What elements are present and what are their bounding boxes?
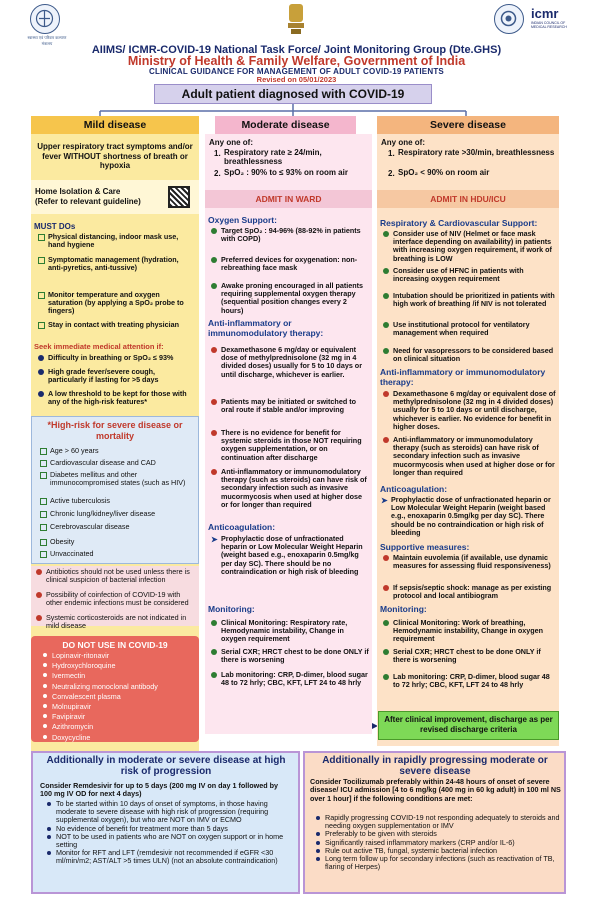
bullet-icon [43, 735, 47, 739]
moderate-criterion-2: 2. SpO₂ : 90% to ≤ 93% on room air [214, 168, 348, 178]
mild-header: Mild disease [31, 116, 199, 134]
main-title: Adult patient diagnosed with COVID-19 [154, 84, 432, 104]
list-item: Lopinavir-ritonavir [52, 651, 197, 661]
icmr-logo-subtext: INDIAN COUNCIL OF MEDICAL RESEARCH [531, 21, 567, 29]
tocilizumab-list [325, 814, 561, 871]
bullet-icon [211, 620, 217, 626]
icmr-logo-text: icmr [531, 6, 559, 21]
bullet-icon [43, 684, 47, 688]
arrow-icon: ➤ [211, 535, 218, 544]
note-item: Possibility of coinfection of COVID-19 with other endemic infections must be considered [46, 591, 196, 607]
list-item: Convalescent plasma [52, 692, 197, 702]
checkbox-icon [40, 498, 47, 505]
bullet-icon [383, 620, 389, 626]
tocilizumab-title: Additionally in rapidly progressing moderate or severe disease [322, 755, 548, 777]
bullet-icon [383, 293, 389, 299]
bullet-icon [211, 347, 217, 353]
high-risk-title: *High-risk for severe disease or mortality [47, 420, 183, 441]
bullet-icon [383, 231, 389, 237]
severe-mon-item: Clinical Monitoring: Work of breathing, Hemodynamic instability, Change in oxygen requirement [393, 619, 556, 644]
checkbox-icon [38, 234, 45, 241]
bullet-icon [211, 469, 217, 475]
admit-in-ward: ADMIT IN WARD [205, 190, 372, 208]
severe-criterion-2: 2. SpO₂ < 90% on room air [388, 168, 490, 178]
risk-item: Obesity [50, 538, 195, 546]
seek-item-2: High grade fever/severe cough, particularly if lasting for >5 days [48, 368, 194, 384]
moderate-anti-item: Patients may be initiated or switched to oral route if stable and/or improving [221, 398, 369, 414]
severe-monitoring-title: Monitoring: [380, 604, 427, 614]
moderate-anti-item: Dexamethasone 6 mg/day or equivalent dose of methylprednisolone (32 mg in 4 divided doses) usually for 5 to 10 days or until discharge, whichever is earlier. [221, 346, 369, 379]
header-revised-date: Revised on 05/01/2023 [256, 75, 337, 84]
severe-header: Severe disease [377, 116, 559, 134]
bullet-icon [383, 649, 389, 655]
qr-code-icon [168, 186, 190, 208]
list-item: Monitor for RFT and LFT (remdesivir not recommended if eGFR <30 ml/min/m2; AST/ALT >5 times ULN) (not an absolute contraindication) [56, 849, 296, 865]
resp-item: Need for vasopressors to be considered based on clinical situation [393, 347, 556, 363]
checkbox-icon [38, 322, 45, 329]
resp-support-title: Respiratory & Cardiovascular Support: [380, 218, 538, 228]
admit-in-hdu-icu: ADMIT IN HDU/ICU [377, 190, 559, 208]
checkbox-icon [38, 257, 45, 264]
moderate-mon-item: Serial CXR; HRCT chest to be done ONLY if there is worsening [221, 648, 369, 664]
bullet-icon [211, 228, 217, 234]
oxy-item: Target SpO₂ : 94-96% (88-92% in patients with COPD) [221, 227, 369, 243]
must-do-2: Symptomatic management (hydration, anti-pyretics, anti-tussive) [48, 256, 194, 272]
bullet-icon [316, 857, 320, 861]
bullet-icon [211, 649, 217, 655]
seek-item-1: Difficulty in breathing or SpO₂ ≤ 93% [48, 354, 194, 362]
checkbox-icon [40, 472, 47, 479]
do-not-use-list [52, 651, 197, 743]
bullet-icon [383, 437, 389, 443]
risk-item: Cardiovascular disease and CAD [50, 459, 195, 467]
supp-item: Maintain euvolemia (if available, use dynamic measures for assessing fluid responsiveness) [393, 554, 556, 570]
resp-item: Use institutional protocol for ventilatory management when required [393, 321, 556, 337]
tocilizumab-lead: Consider Tocilizumab preferably within 24-48 hours of onset of severe disease/ ICU admission [4 to 6 mg/kg (400 mg in 60 kg adult) in 100 ml NS over 1 hour] if the following conditions are met: [310, 777, 561, 803]
mild-description: Upper respiratory tract symptoms and/or fever WITHOUT shortness of breath or hypoxia [37, 142, 193, 170]
bullet-icon [43, 694, 47, 698]
must-dos-title: MUST DOs [34, 222, 76, 231]
seek-item-3: A low threshold to be kept for those with any of the high-risk features* [48, 390, 194, 406]
moderate-anti-item: Anti-inflammatory or immunomodulatory therapy (such as steroids) can have risk of secondary infection such as invasive mucormycosis when used at higher dose or for longer than required [221, 468, 369, 509]
list-item: Preferably to be given with steroids [325, 830, 561, 838]
do-not-use-title: DO NOT USE IN COVID-19 [62, 640, 168, 650]
list-item: Ivermectin [52, 671, 197, 681]
bullet-icon [211, 283, 217, 289]
risk-item: Unvaccinated [50, 550, 195, 558]
bullet-icon [211, 399, 217, 405]
bullet-icon [38, 369, 44, 375]
bullet-icon [36, 569, 42, 575]
bullet-icon [383, 322, 389, 328]
bullet-icon [383, 674, 389, 680]
remdesivir-lead: Consider Remdesivir for up to 5 days (200 mg IV on day 1 followed by 100 mg IV OD for next 4 days) [40, 781, 279, 799]
severe-any-one: Any one of: [381, 138, 425, 147]
risk-item: Chronic lung/kidney/liver disease [50, 510, 195, 518]
seek-attention-title: Seek immediate medical attention if: [34, 342, 164, 351]
checkbox-icon [38, 292, 45, 299]
bullet-icon [47, 827, 51, 831]
severe-coag-text: ➤ Prophylactic dose of unfractionated heparin or Low Molecular Weight Heparin (weight based e.g., enoxaparin 0.5mg/kg per day SC). There should be no contraindication or high risk of bleeding [381, 495, 551, 537]
oxy-item: Awake proning encouraged in all patients requiring supplemental oxygen therapy (sequential position changes every 2 hours) [221, 282, 369, 315]
moderate-header: Moderate disease [215, 116, 356, 134]
bullet-icon [383, 348, 389, 354]
oxy-item: Preferred devices for oxygenation: non-rebreathing face mask [221, 256, 369, 272]
severe-anti-item: Anti-inflammatory or immunomodulatory therapy (such as steroids) can have risk of secondary infection such as invasive mucormycosis when used at higher dose or for longer than required [393, 436, 556, 477]
note-item: Antibiotics should not be used unless there is clinical suspicion of bacterial infection [46, 568, 196, 584]
bullet-icon [47, 835, 51, 839]
list-item: Doxycycline [52, 733, 197, 743]
checkbox-icon [40, 511, 47, 518]
ministry-logo-caption: स्वास्थ्य एवं परिवार कल्याण मंत्रालय [27, 35, 67, 46]
list-item: Long term follow up for secondary infections (such as reactivation of TB, flaring of Herpes) [325, 855, 561, 871]
list-item: Favipiravir [52, 712, 197, 722]
list-item: Significantly raised inflammatory markers (CRP and/or IL-6) [325, 839, 561, 847]
bullet-icon [211, 257, 217, 263]
risk-item: Cerebrovascular disease [50, 523, 195, 531]
bullet-icon [383, 585, 389, 591]
checkbox-icon [40, 551, 47, 558]
bullet-icon [211, 672, 217, 678]
must-do-4: Stay in contact with treating physician [48, 321, 194, 329]
severe-coag-title: Anticoagulation: [380, 484, 448, 494]
moderate-monitoring-title: Monitoring: [208, 604, 255, 614]
discharge-text: After clinical improvement, discharge as per revised discharge criteria [384, 715, 553, 734]
list-item: No evidence of benefit for treatment more than 5 days [56, 825, 296, 833]
home-isolation-sub: (Refer to relevant guideline) [35, 197, 141, 206]
header-ministry: Ministry of Health & Family Welfare, Government of India [127, 54, 466, 68]
supportive-title: Supportive measures: [380, 542, 470, 552]
bullet-icon [316, 816, 320, 820]
list-item: Neutralizing monoclonal antibody [52, 682, 197, 692]
bullet-icon [383, 555, 389, 561]
moderate-coag-title: Anticoagulation: [208, 522, 276, 532]
moderate-any-one: Any one of: [209, 138, 253, 147]
oxygen-support-title: Oxygen Support: [208, 215, 277, 225]
list-item: Hydroxychloroquine [52, 661, 197, 671]
bullet-icon [211, 430, 217, 436]
bullet-icon [43, 653, 47, 657]
moderate-anti-title: Anti-inflammatory or immunomodulatory therapy: [208, 318, 324, 338]
bullet-icon [383, 268, 389, 274]
resp-item: Consider use of HFNC in patients with increasing oxygen requirement [393, 267, 556, 283]
list-item: Rule out active TB, fungal, systemic bacterial infection [325, 847, 561, 855]
list-item: Rapidly progressing COVID-19 not responding adequately to steroids and needing oxygen supplementation or IMV [325, 814, 561, 830]
severe-anti-title: Anti-inflammatory or immunomodulatory therapy: [380, 367, 546, 387]
home-isolation-title: Home Isolation & Care [35, 187, 121, 196]
note-item: Systemic corticosteroids are not indicated in mild disease [46, 614, 196, 630]
must-do-1: Physical distancing, indoor mask use, hand hygiene [48, 233, 194, 249]
list-item: Azithromycin [52, 722, 197, 732]
must-do-3: Monitor temperature and oxygen saturation (by applying a SpO₂ probe to fingers) [48, 291, 194, 316]
list-item: To be started within 10 days of onset of symptoms, in those having moderate to severe disease with high risk of progression (requiring supplemental oxygen), but who are NOT on IMV or ECMO [56, 800, 296, 825]
header-guidance-title: CLINICAL GUIDANCE FOR MANAGEMENT OF ADULT COVID-19 PATIENTS [149, 67, 444, 76]
remdesivir-list [56, 800, 296, 866]
arrow-icon: ➤ [381, 496, 388, 505]
resp-item: Consider use of NIV (Helmet or face mask interface depending on availability) in patients with increasing oxygen requirement, if work of breathing is LOW [393, 230, 556, 263]
moderate-anti-item: There is no evidence for benefit for systemic steroids in those NOT requiring oxygen supplementation, or on continuation after discharge [221, 429, 369, 462]
remdesivir-title: Additionally in moderate or severe disease at high risk of progression [46, 755, 286, 777]
moderate-criterion-1: 1. Respiratory rate ≥ 24/min, breathlessness [214, 148, 322, 166]
checkbox-icon [40, 539, 47, 546]
bullet-icon [316, 849, 320, 853]
bullet-icon [36, 615, 42, 621]
bullet-icon [36, 592, 42, 598]
list-item: NOT to be used in patients who are NOT on oxygen support or in home setting [56, 833, 296, 849]
bullet-icon [38, 391, 44, 397]
header-line-1: AIIMS/ ICMR-COVID-19 National Task Force/ Joint Monitoring Group (Dte.GHS) [91, 44, 502, 56]
risk-item: Diabetes mellitus and other immunocompromised states (such as HIV) [50, 471, 195, 487]
bullet-icon [383, 391, 389, 397]
bullet-icon [43, 704, 47, 708]
risk-item: Active tuberculosis [50, 497, 195, 505]
risk-item: Age > 60 years [50, 447, 195, 455]
supp-item: If sepsis/septic shock: manage as per existing protocol and local antibiogram [393, 584, 556, 600]
bullet-icon [47, 802, 51, 806]
moderate-mon-item: Clinical Monitoring: Respiratory rate, Hemodynamic instability, Change in oxygen requirement [221, 619, 369, 644]
checkbox-icon [40, 448, 47, 455]
bullet-icon [38, 355, 44, 361]
resp-item: Intubation should be prioritized in patients with high work of breathing /if NIV is not tolerated [393, 292, 556, 308]
checkbox-icon [40, 460, 47, 467]
severe-mon-item: Lab monitoring: CRP, D-dimer, blood sugar 48 to 72 hrly; CBC, KFT, LFT 24 to 48 hrly [393, 673, 556, 689]
moderate-coag-text: ➤ Prophylactic dose of unfractionated heparin or Low Molecular Weight Heparin (weight based e.g., enoxaparin 0.5mg/kg per day SC). There should be no contraindication or high risk of bleeding [211, 534, 363, 576]
moderate-mon-item: Lab monitoring: CRP, D-dimer, blood sugar 48 to 72 hrly; CBC, KFT, LFT 24 to 48 hrly [221, 671, 369, 687]
severe-mon-item: Serial CXR; HRCT chest to be done ONLY if there is worsening [393, 648, 556, 664]
list-item: Molnupiravir [52, 702, 197, 712]
checkbox-icon [40, 524, 47, 531]
bullet-icon [316, 841, 320, 845]
severe-criterion-1: 1. Respiratory rate >30/min, breathlessness [388, 148, 555, 158]
severe-anti-item: Dexamethasone 6 mg/day or equivalent dose of methylprednisolone (32 mg in 4 divided doses) usually for 5 to 10 days or until discharge, whichever is earlier. No evidence for benefit in higher doses. [393, 390, 556, 431]
